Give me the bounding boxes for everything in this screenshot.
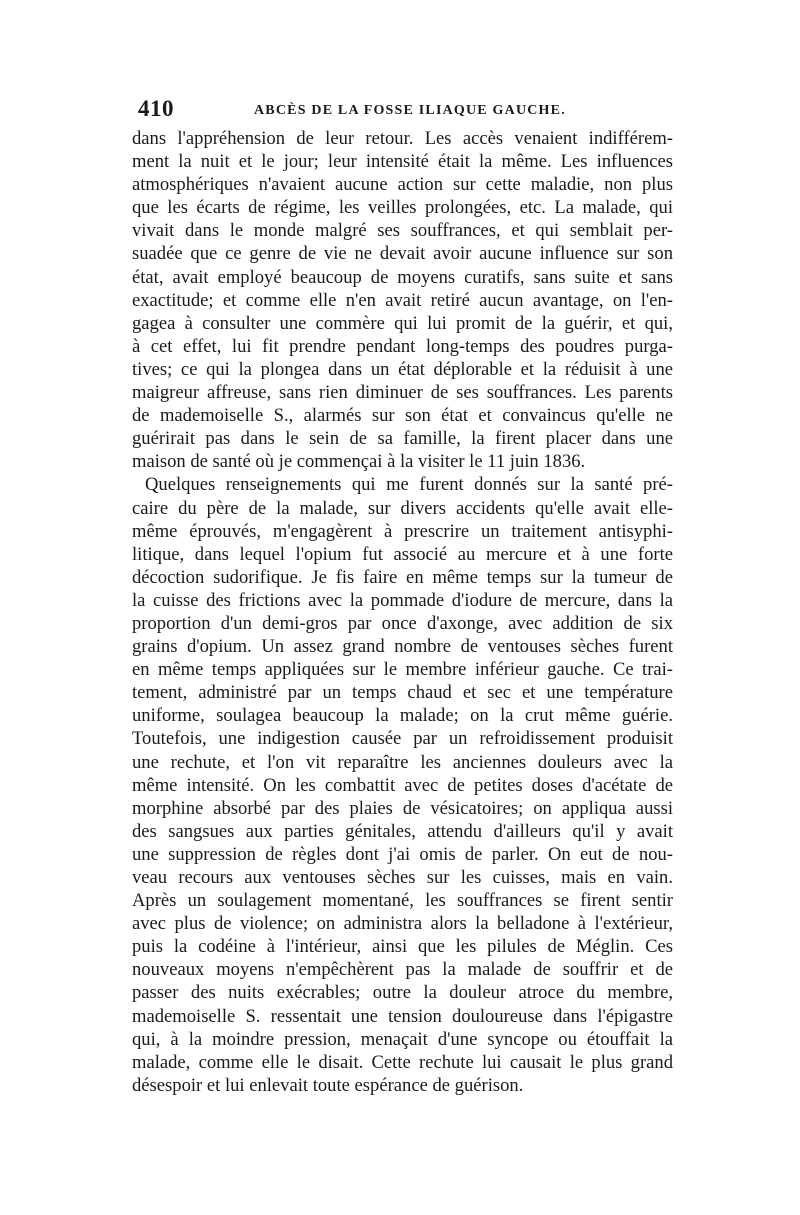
text-line: caire du père de la malade, sur divers accidents qu'elle avait elle- <box>132 497 673 519</box>
text-line: Après un soulagement momentané, les souffrances se firent sentir <box>132 890 673 912</box>
text-line: désespoir et lui enlevait toute espérance de guérison. <box>132 1074 524 1096</box>
running-title: ABCÈS DE LA FOSSE ILIAQUE GAUCHE. <box>254 103 566 118</box>
text-line: nouveaux moyens n'empêchèrent pas la malade de souffrir et de <box>132 959 673 981</box>
text-line: morphine absorbé par des plaies de vésicatoires; on appliqua aussi <box>132 797 673 819</box>
text-line: veau recours aux ventouses sèches sur les cuisses, mais en vain. <box>132 867 673 888</box>
text-line: qui, à la moindre pression, menaçait d'une syncope ou étouffait la <box>132 1028 673 1050</box>
text-line: que les écarts de régime, les veilles prolongées, etc. La malade, qui <box>132 197 673 219</box>
text-line: proportion d'un demi-gros par once d'axonge, avec addition de six <box>132 612 673 634</box>
paragraph-2 <box>132 473 673 1097</box>
text-line: guérirait pas dans le sein de sa famille, la firent placer dans une <box>132 428 673 450</box>
text-line: des sangsues aux parties génitales, attendu d'ailleurs qu'il y avait <box>132 820 673 842</box>
text-line: décoction sudorifique. Je fis faire en même temps sur la tumeur de <box>132 566 673 588</box>
text-line: tement, administré par un temps chaud et sec et une température <box>132 682 673 704</box>
text-line: suadée que ce genre de vie ne devait avoir aucune influence sur son <box>132 243 673 265</box>
text-line: Toutefois, une indigestion causée par un refroidissement produisit <box>132 728 673 750</box>
text-line: une rechute, et l'on vit reparaître les anciennes douleurs avec la <box>132 751 673 773</box>
text-line: vivait dans le monde malgré ses souffrances, et qui semblait per- <box>132 220 673 242</box>
text-line: mademoiselle S. ressentait une tension douloureuse dans l'épigastre <box>132 1005 673 1027</box>
text-line: une suppression de règles dont j'ai omis de parler. On eut de nou- <box>132 843 673 865</box>
page-header <box>132 96 673 126</box>
text-line: état, avait employé beaucoup de moyens curatifs, sans suite et sans <box>132 266 673 288</box>
text-line: en même temps appliquées sur le membre inférieur gauche. Ce trai- <box>132 659 673 681</box>
text-line: Quelques renseignements qui me furent donnés sur la santé pré- <box>145 474 673 496</box>
text-line: maison de santé où je commençai à la visiter le 11 juin 1836. <box>132 451 586 473</box>
text-line: gagea à consulter une commère qui lui promit de la guérir, et qui, <box>132 312 673 334</box>
text-line: grains d'opium. Un assez grand nombre de ventouses sèches furent <box>132 636 673 658</box>
text-line: uniforme, soulagea beaucoup la malade; on la crut même guérie. <box>132 705 673 727</box>
text-line: passer des nuits exécrables; outre la douleur atroce du membre, <box>132 982 673 1004</box>
text-line: dans l'appréhension de leur retour. Les accès venaient indifférem- <box>132 128 673 149</box>
text-line: même éprouvés, m'engagèrent à prescrire un traitement antisyphi- <box>132 520 673 542</box>
text-line: avec plus de violence; on administra alors la belladone à l'extérieur, <box>132 913 673 935</box>
text-line: de mademoiselle S., alarmés sur son état et convaincus qu'elle ne <box>132 405 673 427</box>
text-line: ment la nuit et le jour; leur intensité était la même. Les influences <box>132 151 673 173</box>
text-line: litique, dans lequel l'opium fut associé au mercure et à une forte <box>132 543 673 565</box>
page-number: 410 <box>138 96 174 121</box>
text-line: puis la codéine à l'intérieur, ainsi que les pilules de Méglin. Ces <box>132 936 673 958</box>
text-line: même intensité. On les combattit avec de petites doses d'acétate de <box>132 774 673 796</box>
text-line: malade, comme elle le disait. Cette rechute lui causait le plus grand <box>132 1051 673 1073</box>
text-line: atmosphériques n'avaient aucune action sur cette maladie, non plus <box>132 174 673 196</box>
text-line: exactitude; et comme elle n'en avait retiré aucun avantage, on l'en- <box>132 289 673 311</box>
text-line: maigreur affreuse, sans rien diminuer de ses souffrances. Les parents <box>132 382 673 404</box>
text-line: tives; ce qui la plongea dans un état déplorable et la réduisit à une <box>132 358 673 380</box>
body-text <box>132 127 673 1097</box>
paragraph-1 <box>132 127 673 473</box>
text-line: à cet effet, lui fit prendre pendant long-temps des poudres purga- <box>132 335 673 357</box>
text-line: la cuisse des frictions avec la pommade d'iodure de mercure, dans la <box>132 589 673 611</box>
